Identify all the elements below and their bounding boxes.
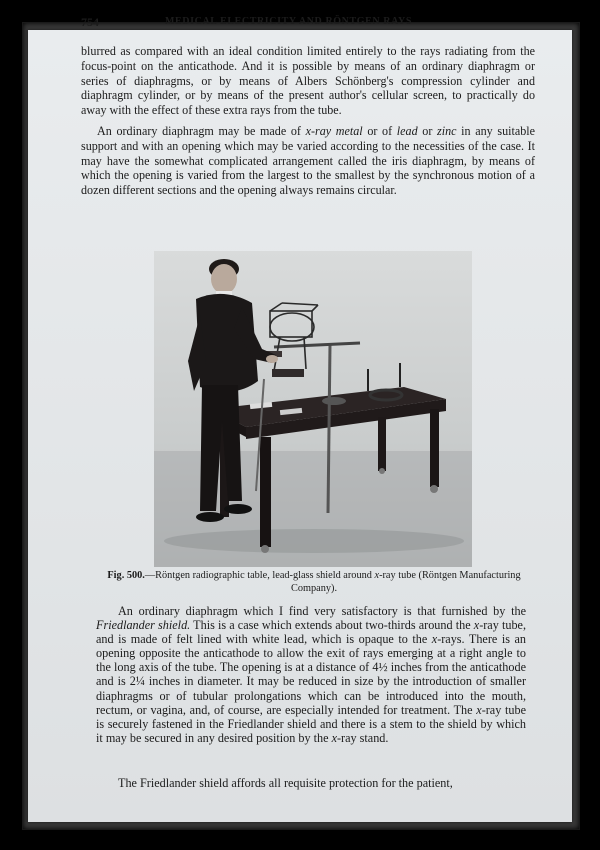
figure-caption: Fig. 500.—Röntgen radiographic table, lead-glass shield around x-ray tube (Röntgen Manufacturing Company). [107,570,521,594]
page-header [81,15,501,31]
paragraph-3: An ordinary diaphragm which I find very satisfactory is that furnished by the Friedlander shield. This is a case which extends about two-thirds around the x-ray tube, and is made of felt lined with white lead, which is opaque to the x-rays. There is an opening opposite the anticathode to allow the exit of rays emerging at a right angle to the long axis of the tube. The opening is at a distance of 4½ inches from the anticathode and is 2¼ inches in diameter. It may be reduced in size by the introduction of smaller diaphragms or of tubular prolongations which can be introduced into the mouth, rectum, or vagina, and, of course, are especially intended for treatment. The x-ray tube is securely fastened in the Friedlander shield and there is a stem to the shield by which it may be secured in any desired position by the x-ray stand. [96,604,526,745]
figure-photograph [154,251,472,567]
radiographic-table-illustration [154,251,472,567]
paragraph-2: An ordinary diaphragm may be made of x-ray metal or of lead or zinc in any suitable support and with an opening which may be varied according to the necessities of the case. It may have the somewhat complicated arrangement called the iris diaphragm, by means of which the opening is varied from the largest to the smallest by the synchronous motion of a dozen different sections and the opening always remains circular. [81,124,535,198]
figure-label: Fig. 500. [107,570,145,581]
running-title: MEDICAL ELECTRICITY AND RÖNTGEN RAYS [165,16,413,27]
paragraph-4: The Friedlander shield affords all requisite protection for the patient, [118,776,453,790]
paragraph-1: blurred as compared with an ideal condition limited entirely to the rays radiating from the focus-point on the anticathode. And it is possible by means of an ordinary diaphragm or series of diaphragms, or by means of Albers Schönberg's compression cylinder and diaphragm cylinder, or by means of the present author's cellular screen, to practically do away with the effect of these extra rays from the tube. [81,44,535,118]
page-number: 754 [81,15,99,29]
